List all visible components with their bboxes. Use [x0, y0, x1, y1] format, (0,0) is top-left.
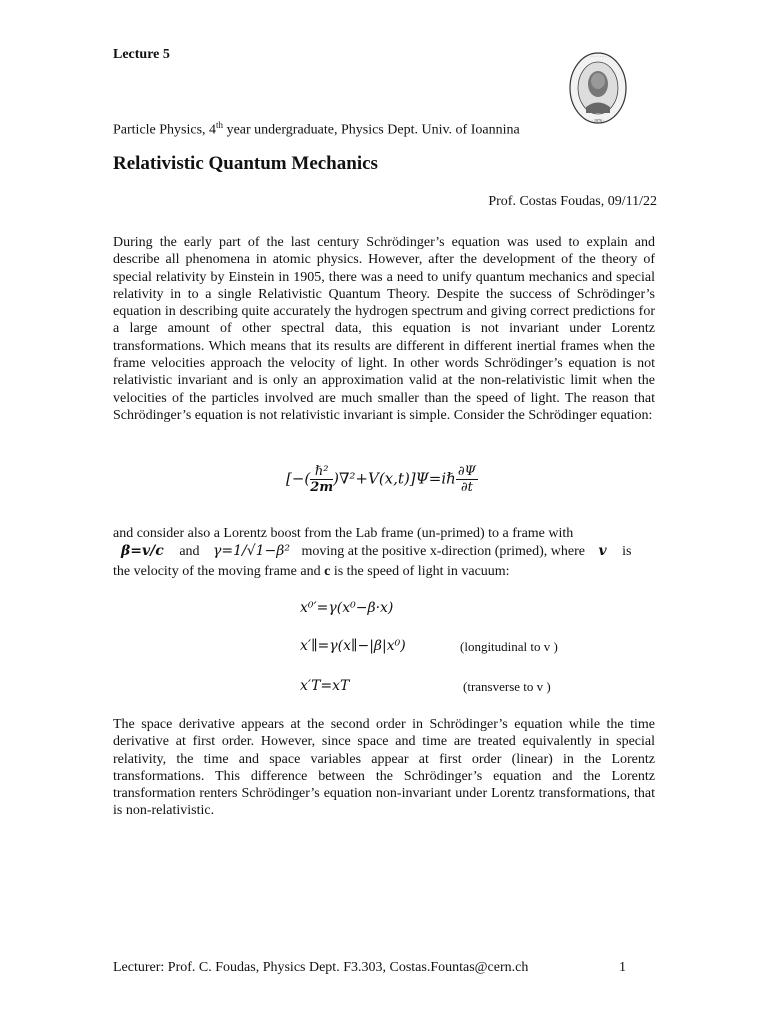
gamma-definition: γ=1/√1−β²	[213, 543, 291, 559]
time-derivative-fraction	[456, 464, 478, 495]
svg-text:· 1970 ·: · 1970 ·	[591, 118, 605, 123]
page-number: 1	[619, 960, 626, 975]
course-line-post: year undergraduate, Physics Dept. Univ. of Ioannina	[223, 122, 520, 138]
beta-definition: β=v/c	[121, 543, 164, 559]
paragraph-boost-line1: and consider also a Lorentz boost from the Lab frame (un-primed) to a frame with	[113, 526, 574, 541]
dt: ∂t	[460, 480, 473, 495]
and-word: and	[179, 544, 200, 559]
university-seal-icon	[569, 51, 627, 125]
schrodinger-equation	[286, 464, 478, 495]
dpsi: ∂Ψ	[457, 464, 476, 479]
paragraph-conclusion: The space derivative appears at the second order in Schrödinger’s equation while the time derivative at first order. However, since space and time are treated equivalently in special relativity, the time and space variables appear at first order (linear) in the Lorentz transformations. This difference between the Schrödinger’s equation and the Lorentz transformation renters Schrödinger’s equation non-invariant under Lorentz transformations, that is non-relativistic.	[113, 717, 655, 819]
document-title: Relativistic Quantum Mechanics	[113, 153, 378, 174]
lorentz-eq-time: x⁰′=γ(x⁰−β·x)	[300, 600, 394, 616]
is-word: is	[622, 544, 632, 559]
paragraph-intro: During the early part of the last century Schrödinger’s equation was used to explain and describe all phenomena in atomic physics. However, after the development of the theory of special relativity by Einstein in 1905, there was a need to unify quantum mechanics and special relativity in to a single Relativistic Quantum Theory. Despite the success of Schrödinger’s equation in describing quite accurately the hydrogen spectrum and giving correct predictions for a large amount of other spectral data, this equation is not invariant under Lorentz transformations. Which means that its results are different in different inertial frames when the frame velocities approach the velocity of light. In other words Schrödinger’s equation is not relativistic invariant and is only an approximation valid at the non-relativistic limit when the velocities of the particles involved are much smaller than the speed of light. The reason that Schrödinger’s equation is not relativistic invariant is simple. Consider the Schrödinger equation:	[113, 235, 655, 423]
eq-open: [−(	[286, 469, 311, 488]
course-line	[113, 120, 520, 139]
svg-text:· · · · · · ·: · · · · · · ·	[590, 54, 606, 59]
transverse-note: (transverse to v )	[463, 679, 551, 694]
eq-rest: )∇²+V(x,t)]Ψ=iℏ	[333, 469, 456, 488]
moving-text: moving at the positive x-direction (primed), where	[301, 544, 585, 559]
line3-b: is the speed of light in vacuum:	[333, 564, 510, 579]
paragraph-boost-line2	[121, 543, 655, 560]
paragraph-boost-line3	[113, 563, 655, 580]
frac-den: 2m	[310, 480, 334, 495]
footer-lecturer: Lecturer: Prof. C. Foudas, Physics Dept. F3.303, Costas.Fountas@cern.ch	[113, 960, 529, 975]
lorentz-eq-longitudinal: x′∥=γ(x∥−|β|x⁰)	[300, 638, 406, 654]
frac-num: ℏ²	[310, 464, 333, 480]
v-symbol: v	[598, 543, 607, 559]
author-date: Prof. Costas Foudas, 09/11/22	[488, 194, 657, 209]
c-symbol: c	[324, 564, 331, 579]
lecture-label: Lecture 5	[113, 47, 170, 62]
hbar-fraction	[310, 464, 333, 495]
course-line-pre: Particle Physics, 4	[113, 122, 217, 138]
line3-a: the velocity of the moving frame and	[113, 564, 321, 579]
course-line-sup: th	[216, 120, 224, 130]
longitudinal-note: (longitudinal to v )	[460, 639, 558, 654]
lorentz-eq-transverse: x′T=xT	[300, 678, 350, 694]
